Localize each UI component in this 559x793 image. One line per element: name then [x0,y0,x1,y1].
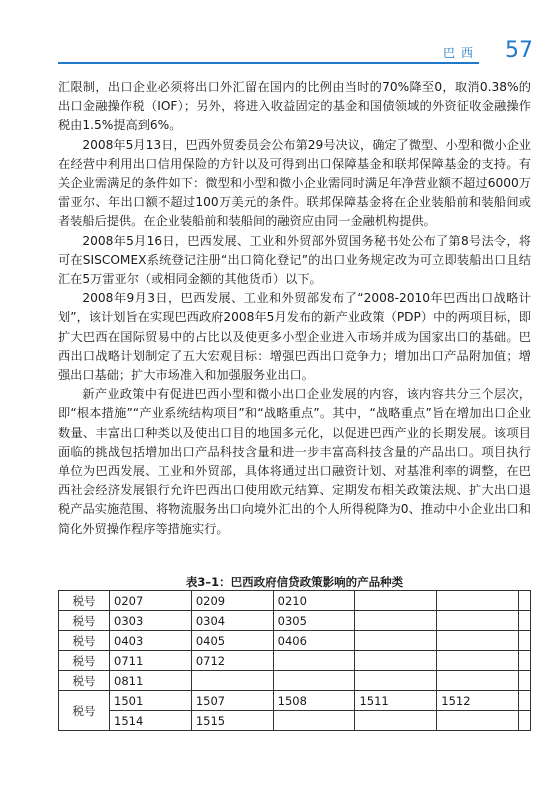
table-cell [519,671,531,691]
paragraph: 2008年5月16日，巴西发展、工业和外贸部外贸国务秘书处公布了第8号法令，将可在SISCOMEX系统登记注册“出口简化登记”的出口业务规定改为可立即装船出口且结汇在5万雷亚尔（或相同金额的其他货币）以下。 [58,233,531,287]
table-cell [355,671,437,691]
page-header [58,38,533,64]
table-cell: 1507 [191,691,273,711]
table-cell [437,611,519,631]
table-row [59,671,531,691]
row-label: 税号 [59,651,110,671]
table-cell [519,651,531,671]
table-cell: 1501 [110,691,192,711]
table-cell [273,651,355,671]
table-cell [273,671,355,691]
table-cell [519,611,531,631]
row-label: 税号 [59,611,110,631]
table-cell: 1514 [110,711,192,731]
table-cell: 0712 [191,651,273,671]
table-cell [355,611,437,631]
table-cell: 0207 [110,591,192,611]
header-section-title: 巴西 [442,46,479,60]
table-cell: 0711 [110,651,192,671]
table-cell [437,631,519,651]
paragraph: 汇限制，出口企业必须将出口外汇留在国内的比例由当时的70%降至0，取消0.38%的出口金融操作税（IOF）；另外，将进入收益固定的基金和国债领域的外资征收金融操作税由1.5%提高到6%。 [58,80,531,133]
table-cell: 0209 [191,591,273,611]
table-cell [273,711,355,731]
table-cell [437,651,519,671]
table-cell: 1512 [437,691,519,711]
table-cell: 1511 [355,691,437,711]
table-row [59,631,531,651]
header-rule [58,62,479,64]
table-cell: 0403 [110,631,192,651]
table-cell: 0811 [110,671,192,691]
table-cell [355,711,437,731]
table-row [59,651,531,671]
body-text [58,78,531,539]
tariff-code-table [58,590,531,731]
table-cell: 1515 [191,711,273,731]
table-cell [519,711,531,731]
paragraph: 2008年9月3日，巴西发展、工业和外贸部发布了“2008-2010年巴西出口战略计划”，该计划旨在实现巴西政府2008年5月发布的新产业政策（PDP）中的两项目标，即扩大巴西在国际贸易中的占比以及使更多小型企业进入市场并成为国家出口的基础。巴西出口战略计划制定了五大宏观目标：增强巴西出口竞争力；增加出口产品附加值；增强出口基础；扩大市场准入和加强服务业出口。 [58,291,531,383]
table-cell [519,631,531,651]
row-label: 税号 [59,691,110,731]
table-row [59,711,531,731]
table-cell [519,691,531,711]
paragraph: 2008年5月13日，巴西外贸委员会公布第29号决议，确定了微型、小型和微小企业在经营中利用出口信用保险的方针以及可得到出口保障基金和联邦保障基金的支持。有关企业需满足的条件如下：微型和小型和微小企业需同时满足年净营业额不超过6000万雷亚尔、年出口额不超过100万美元的条件。联邦保障基金将在企业装船前和装船间或者装船后提供。在企业装船前和装船间的融资应由同一金融机构提供。 [58,137,531,229]
table-cell: 0210 [273,591,355,611]
table-cell: 0405 [191,631,273,651]
table-row [59,691,531,711]
table-cell: 0304 [191,611,273,631]
table-row [59,591,531,611]
table-cell: 1508 [273,691,355,711]
table-cell: 0406 [273,631,355,651]
paragraph: 新产业政策中有促进巴西小型和微小出口企业发展的内容，该内容共分三个层次，即“根本措施”“产业系统结构项目”和“战略重点”。其中，“战略重点”旨在增加出口企业数量、丰富出口种类以及使出口目的地国多元化，以促进巴西产业的长期发展。该项目面临的挑战包括增加出口产品科技含量和进一步丰富高科技含量的产品出口。项目执行单位为巴西发展、工业和外贸部，具体将通过出口融资计划、对基准利率的调整，在巴西社会经济发展银行允许巴西出口使用欧元结算、定期发布相关政策法规、扩大出口退税产品实施范围、将物流服务出口向境外汇出的个人所得税降为0、推动中小企业出口和简化外贸操作程序等措施实行。 [58,387,531,536]
table-cell [519,591,531,611]
table-cell: 0303 [110,611,192,631]
table-cell [437,591,519,611]
row-label: 税号 [59,591,110,611]
row-label: 税号 [59,671,110,691]
page-number: 57 [505,38,533,63]
row-label: 税号 [59,631,110,651]
table-title: 表3–1：巴西政府信贷政策影响的产品种类 [185,575,404,589]
table-cell [355,631,437,651]
table-cell [355,651,437,671]
table-cell [437,711,519,731]
table-cell [191,671,273,691]
table-row [59,611,531,631]
table-cell: 0305 [273,611,355,631]
table-cell [437,671,519,691]
table-cell [355,591,437,611]
